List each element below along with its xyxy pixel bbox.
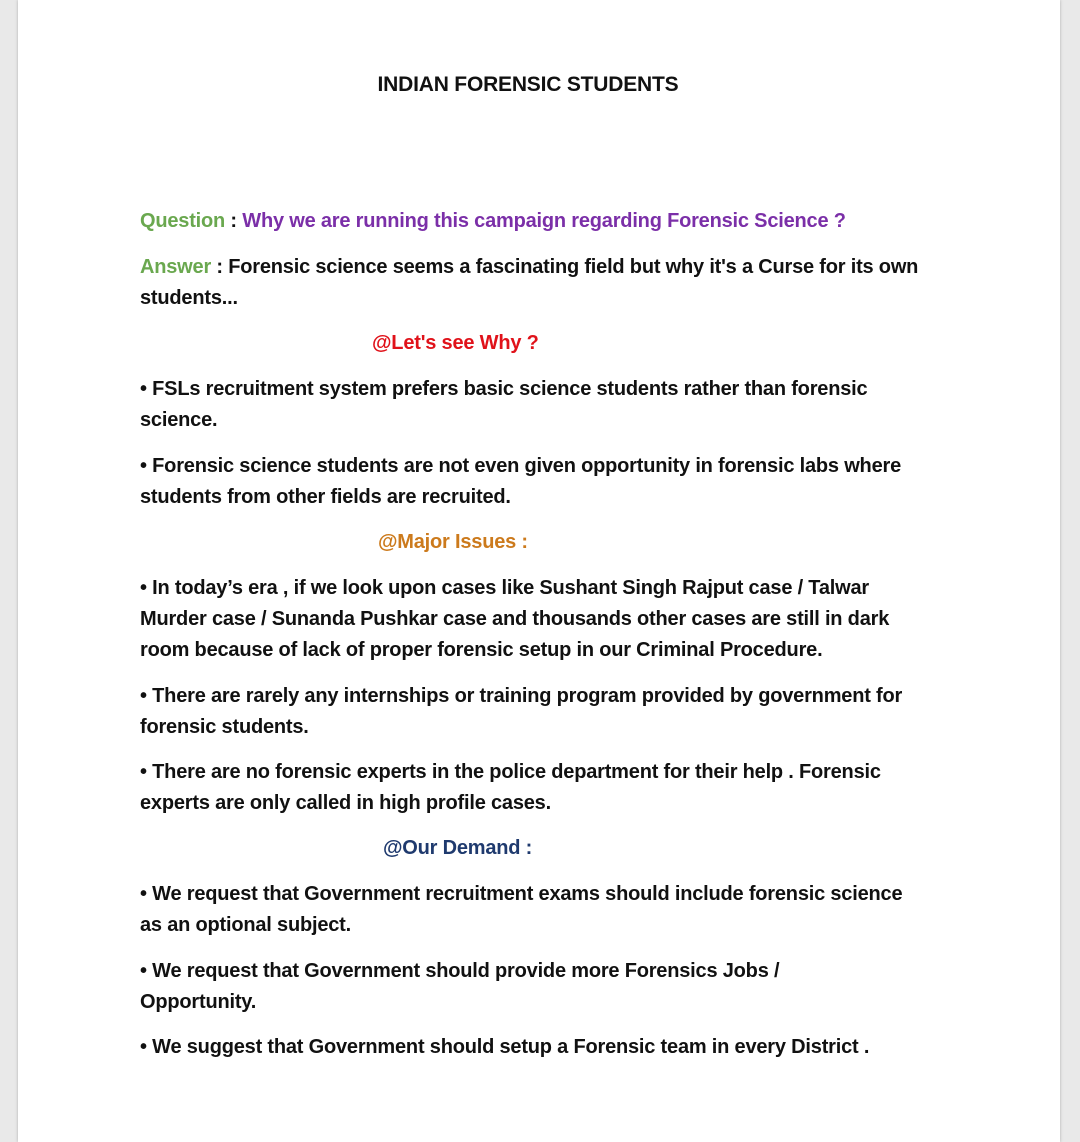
bullet-issue-2: • There are rarely any internships or training program provided by government for forensic students. bbox=[140, 685, 903, 738]
bullet-demand-2: • We request that Government should provide more Forensics Jobs / Opportunity. bbox=[140, 960, 780, 1013]
answer-separator: : bbox=[211, 256, 229, 278]
section-heading-demand: @Our Demand : bbox=[383, 837, 533, 859]
answer-paragraph bbox=[140, 252, 920, 314]
document-page bbox=[18, 0, 1060, 1142]
bullet-issue-1: • In today’s era , if we look upon cases like Sushant Singh Rajput case / Talwar Murder case / Sunanda Pushkar case and thousands other cases are still in dark room because of lack of proper forensic setup in our Criminal Procedure. bbox=[140, 577, 890, 661]
bullet-demand-3: • We suggest that Government should setup a Forensic team in every District . bbox=[140, 1036, 870, 1058]
question-text: Why we are running this campaign regarding Forensic Science ? bbox=[242, 210, 846, 232]
document-title: INDIAN FORENSIC STUDENTS bbox=[377, 73, 679, 96]
bullet-issue-3: • There are no forensic experts in the police department for their help . Forensic experts are only called in high profile cases. bbox=[140, 761, 881, 814]
question-separator: : bbox=[225, 210, 243, 232]
answer-text: Forensic science seems a fascinating field but why it's a Curse for its own students... bbox=[140, 256, 919, 309]
section-heading-issues: @Major Issues : bbox=[378, 531, 528, 553]
question-line bbox=[140, 206, 940, 237]
section-heading-why: @Let's see Why ? bbox=[372, 332, 539, 354]
bullet-demand-1: • We request that Government recruitment exams should include forensic science as an optional subject. bbox=[140, 883, 903, 936]
bullet-why-2: • Forensic science students are not even given opportunity in forensic labs where students from other fields are recruited. bbox=[140, 455, 901, 508]
bullet-why-1: • FSLs recruitment system prefers basic science students rather than forensic science. bbox=[140, 378, 868, 431]
question-label: Question bbox=[140, 210, 226, 232]
answer-label: Answer bbox=[140, 256, 212, 278]
